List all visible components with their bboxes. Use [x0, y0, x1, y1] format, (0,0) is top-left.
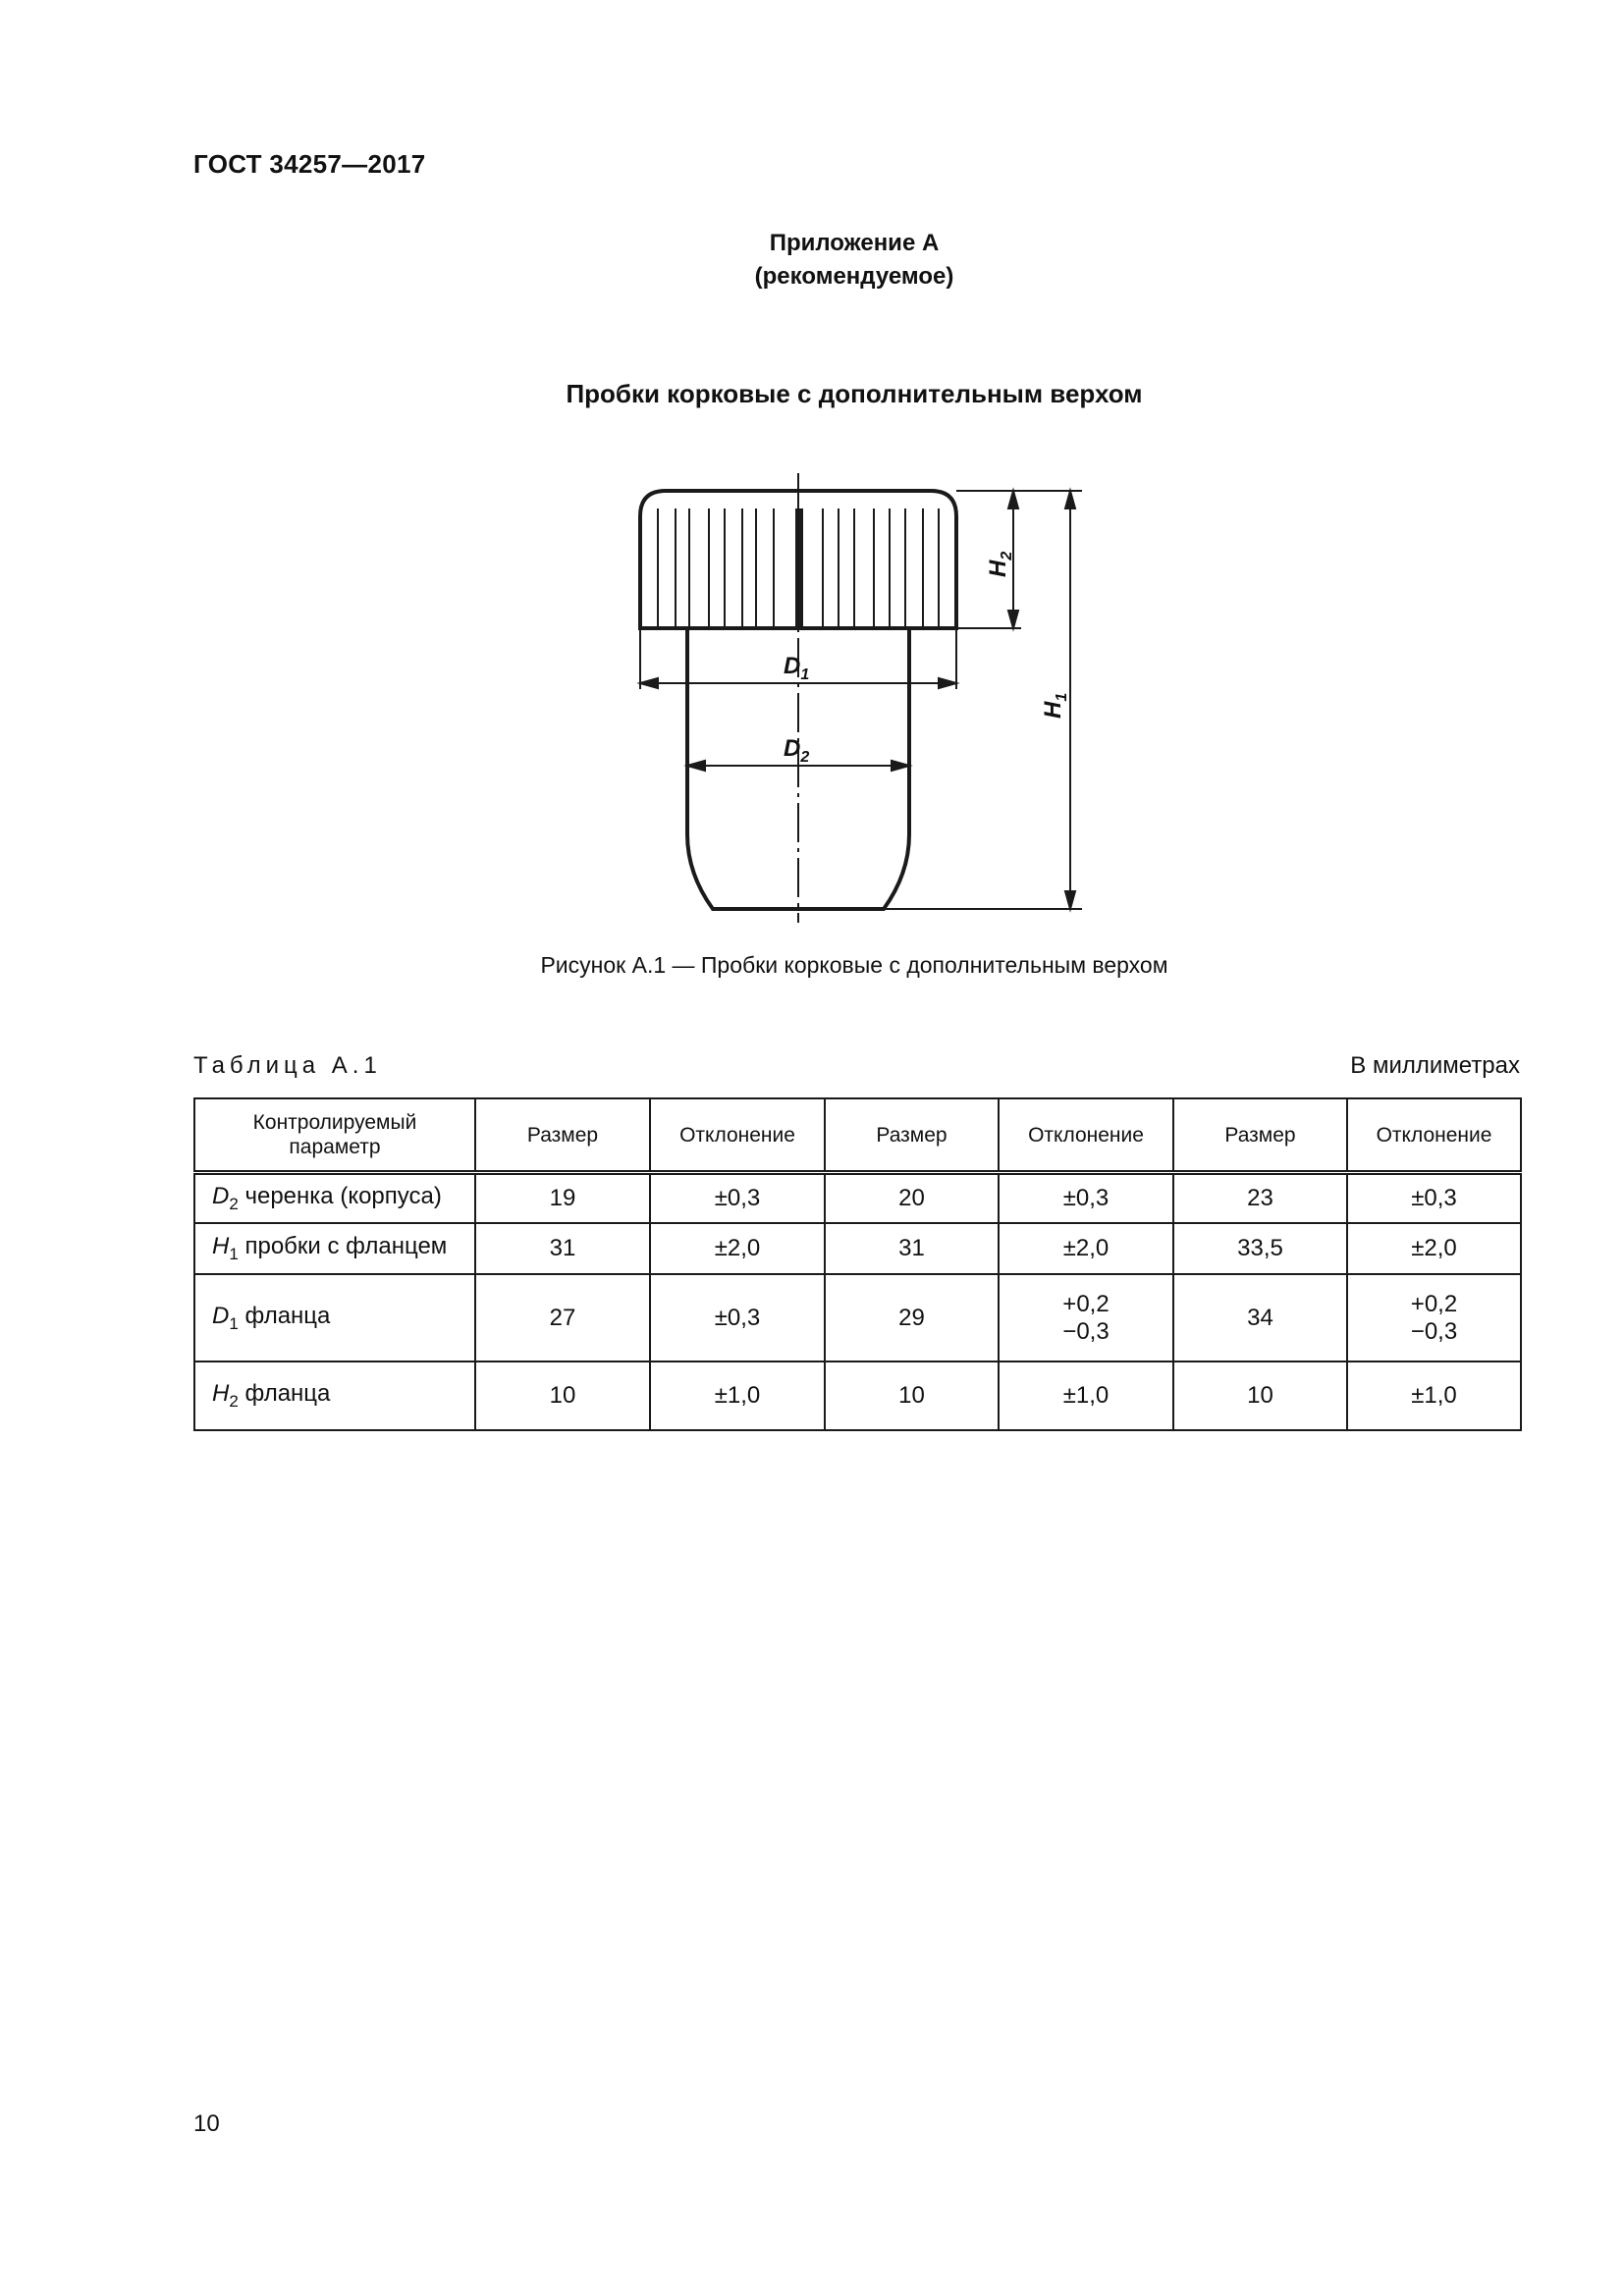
- page-number: 10: [193, 2110, 220, 2137]
- table-label: Таблица А.1: [193, 1052, 382, 1079]
- value-cell: ±2,0: [999, 1223, 1173, 1274]
- d2-label: $D_2$: [784, 735, 810, 766]
- value-cell: 27: [475, 1274, 650, 1362]
- value-cell: 34: [1173, 1274, 1347, 1362]
- param-cell: $H_1$ пробки с фланцем: [194, 1223, 475, 1274]
- header-size: Размер: [825, 1098, 999, 1173]
- param-cell: $D_2$ черенка (корпуса): [194, 1173, 475, 1224]
- appendix-subtitle: (рекомендуемое): [754, 263, 954, 290]
- header-size: Размер: [1173, 1098, 1347, 1173]
- value-cell: 33,5: [1173, 1223, 1347, 1274]
- param-cell: $H_2$ фланца: [194, 1362, 475, 1430]
- value-cell: 31: [475, 1223, 650, 1274]
- value-cell: ±0,3: [1347, 1173, 1521, 1224]
- header-deviation: Отклонение: [650, 1098, 825, 1173]
- table-header-row: [194, 1098, 1521, 1173]
- header-deviation: Отклонение: [1347, 1098, 1521, 1173]
- table-row: [194, 1223, 1521, 1274]
- tolerance-cell: +0,2 −0,3: [999, 1274, 1173, 1362]
- cork-stopper-drawing: [589, 461, 1100, 933]
- value-cell: 10: [825, 1362, 999, 1430]
- value-cell: ±0,3: [650, 1173, 825, 1224]
- header-param: Контролируемый параметр: [194, 1098, 475, 1173]
- value-cell: 20: [825, 1173, 999, 1224]
- specs-table: [193, 1097, 1522, 1431]
- table-row: [194, 1274, 1521, 1362]
- table-units: В миллиметрах: [1350, 1052, 1520, 1079]
- value-cell: ±2,0: [650, 1223, 825, 1274]
- value-cell: ±2,0: [1347, 1223, 1521, 1274]
- appendix-heading: [0, 227, 1624, 294]
- figure-caption: Рисунок А.1 — Пробки корковые с дополнительным верхом: [540, 952, 1168, 978]
- value-cell: ±0,3: [999, 1173, 1173, 1224]
- h1-label: $H_1$: [1040, 692, 1070, 719]
- value-cell: ±1,0: [650, 1362, 825, 1430]
- table-row: [194, 1173, 1521, 1224]
- table-row: [194, 1362, 1521, 1430]
- header-deviation: Отклонение: [999, 1098, 1173, 1173]
- value-cell: 10: [1173, 1362, 1347, 1430]
- value-cell: 31: [825, 1223, 999, 1274]
- value-cell: 29: [825, 1274, 999, 1362]
- value-cell: ±1,0: [999, 1362, 1173, 1430]
- value-cell: ±0,3: [650, 1274, 825, 1362]
- value-cell: 23: [1173, 1173, 1347, 1224]
- document-code: ГОСТ 34257—2017: [193, 149, 426, 179]
- value-cell: 10: [475, 1362, 650, 1430]
- value-cell: 19: [475, 1173, 650, 1224]
- param-cell: $D_1$ фланца: [194, 1274, 475, 1362]
- value-cell: ±1,0: [1347, 1362, 1521, 1430]
- header-size: Размер: [475, 1098, 650, 1173]
- appendix-title: Приложение А: [769, 230, 940, 256]
- tolerance-cell: +0,2 −0,3: [1347, 1274, 1521, 1362]
- h2-label: $H_2$: [985, 551, 1015, 577]
- section-title: Пробки корковые с дополнительным верхом: [566, 379, 1143, 408]
- h1-dimension: [884, 491, 1082, 909]
- d1-label: $D_1$: [784, 653, 810, 683]
